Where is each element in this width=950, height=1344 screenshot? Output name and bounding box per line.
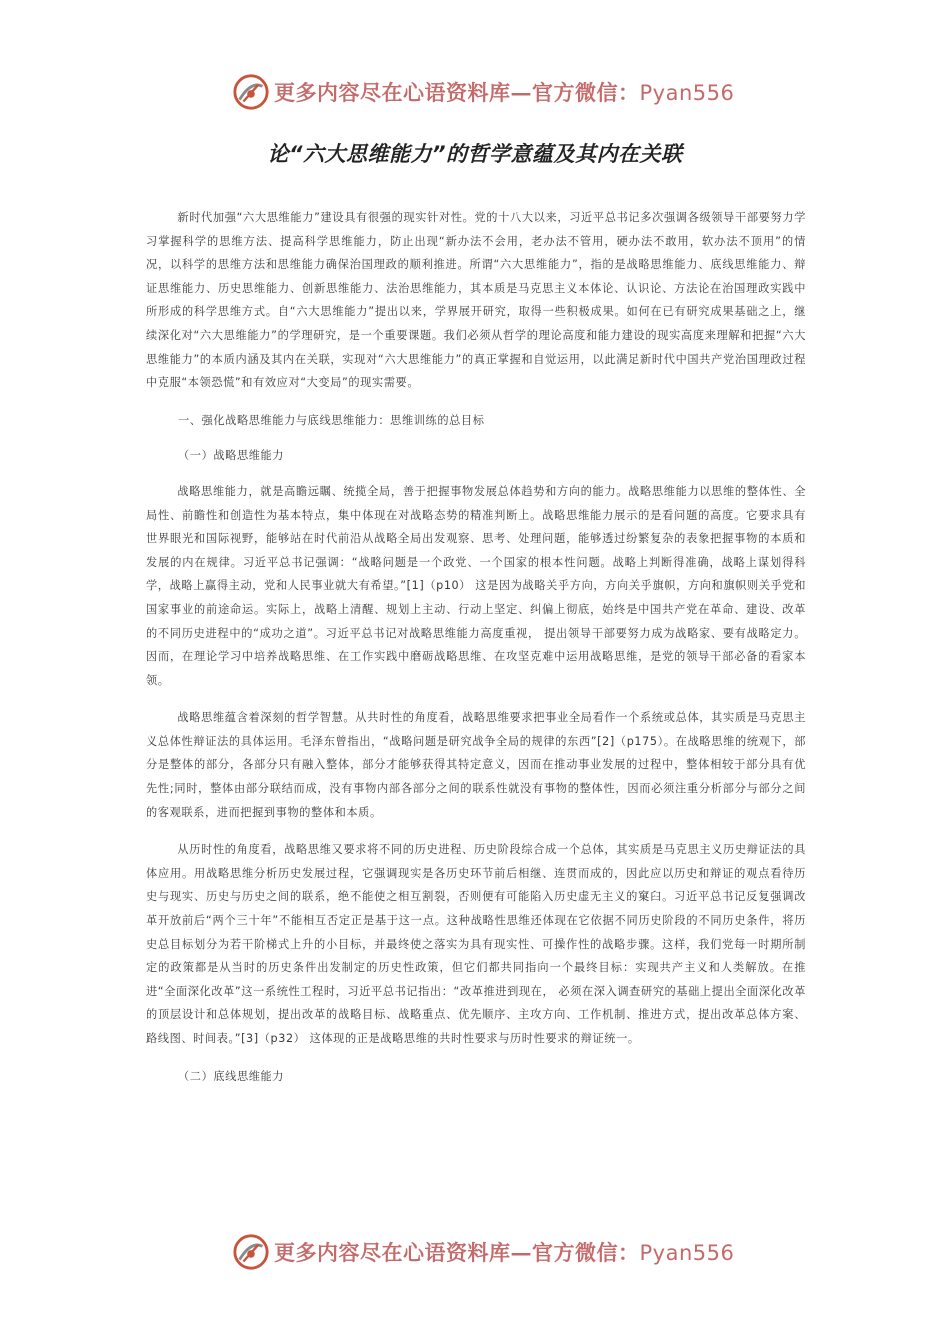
banner-handle: Pyan556 [639,81,735,105]
body-paragraph: 从历时性的角度看，战略思维又要求将不同的历史进程、历史阶段综合成一个总体，其实质是马克思主义历史辩证法的具体应用。用战略思维分析历史发展过程，它强调现实是各历史环节前后相继、连贯而成的，因此应以历史和辩证的观点看待历史与现实、历史与历史之间的联系，绝不能使之相互割裂，否则便有可能陷入历史虚无主义的窠臼。习近平总书记反复强调改革开放前后“两个三十年”不能相互否定正是基于这一点。这种战略性思维还体现在它依据不同历史阶段的不同历史条件，将历史总目标划分为若干阶梯式上升的小目标，并最终使之落实为具有现实性、可操作性的战略步骤。这样，我们党每一时期所制定的政策都是从当时的历史条件出发制定的历史性政策，但它们都共同指向一个最终目标：实现共产主义和人类解放。在推进“全面深化改革”这一系统性工程时，习近平总书记指出：“改革推进到现在， 必须在深入调查研究的基础上提出全面深化改革的顶层设计和总体规划，提出改革的战略目标、战略重点、优先顺序、主攻方向、工作机制、推进方式，提出改革总体方案、路线图、时间表。”[3]（p32） 这体现的正是战略思维的共时性要求与历时性要求的辩证统一。 [146,843,806,1045]
banner-label: 更多内容尽在心语资料库—官方微信： [274,1240,640,1265]
body-paragraph: 战略思维能力，就是高瞻远瞩、统揽全局，善于把握事物发展总体趋势和方向的能力。战略思维能力以思维的整体性、全局性、前瞻性和创造性为基本特点，集中体现在对战略态势的精准判断上。战略思维能力展示的是看问题的高度。它要求具有世界眼光和国际视野，能够站在时代前沿从战略全局出发观察、思考、处理问题，能够透过纷繁复杂的表象把握事物的本质和发展的内在规律。习近平总书记强调：“战略问题是一个政党、一个国家的根本性问题。战略上判断得准确，战略上谋划得科学，战略上赢得主动，党和人民事业就大有希望。”[1]（p10） 这是因为战略关乎方向，方向关乎旗帜，方向和旗帜则关乎党和国家事业的前途命运。实际上，战略上清醒、规划上主动、行动上坚定、纠偏上彻底，始终是中国共产党在革命、建设、改革的不同历史进程中的“成功之道”。习近平总书记对战略思维能力高度重视， 提出领导干部要努力成为战略家、要有战略定力。因而，在理论学习中培养战略思维、在工作实践中磨砺战略思维、在攻坚克难中运用战略思维，是党的领导干部必备的看家本领。 [146,484,806,687]
section-heading: 一、强化战略思维能力与底线思维能力：思维训练的总目标 [178,413,485,427]
logo-icon [232,1233,270,1271]
footer-banner [232,1232,735,1272]
body-paragraph: 新时代加强“六大思维能力”建设具有很强的现实针对性。党的十八大以来，习近平总书记多次强调各级领导干部要努力学习掌握科学的思维方法、提高科学思维能力，防止出现“新办法不会用，老办法不管用，硬办法不敢用，软办法不顶用”的情况，以科学的思维方法和思维能力确保治国理政的顺利推进。所谓“六大思维能力”，指的是战略思维能力、底线思维能力、辩证思维能力、历史思维能力、创新思维能力、法治思维能力，其本质是马克思主义本体论、认识论、方法论在治国理政实践中所形成的科学思维方式。自“六大思维能力”提出以来，学界展开研究，取得一些积极成果。如何在已有研究成果基础之上，继续深化对“六大思维能力”的学理研究，是一个重要课题。我们必须从哲学的理论高度和能力建设的现实高度来理解和把握“六大思维能力”的本质内涵及其内在关联，实现对“六大思维能力”的真正掌握和自觉运用，以此满足新时代中国共产党治国理政过程中克服“本领恐慌”和有效应对“大变局”的现实需要。 [146,211,806,390]
banner-handle: Pyan556 [639,1241,735,1265]
header-banner [232,72,735,112]
document-body [146,206,806,1100]
banner-text [274,1237,734,1267]
logo-icon [232,73,270,111]
section-heading: （一）战略思维能力 [178,449,285,463]
document-title: 论“六大思维能力”的哲学意蕴及其内在关联 [267,142,683,166]
section-heading: （二）底线思维能力 [178,1069,285,1083]
banner-label: 更多内容尽在心语资料库—官方微信： [274,80,640,105]
banner-text [274,77,734,107]
body-paragraph: 战略思维蕴含着深刻的哲学智慧。从共时性的角度看，战略思维要求把事业全局看作一个系统或总体，其实质是马克思主义总体性辩证法的具体运用。毛泽东曾指出，“战略问题是研究战争全局的规律的东西”[2]（p175）。在战略思维的统观下，部分是整体的部分，各部分只有融入整体，部分才能够获得其特定意义，因而在推动事业发展的过程中，整体相较于部分具有优先性;同时，整体由部分联结而成，没有事物内部各部分之间的联系性就没有事物的整体性，因而必须注重分析部分与部分之间的客观联系，进而把握到事物的整体和本质。 [146,711,806,819]
